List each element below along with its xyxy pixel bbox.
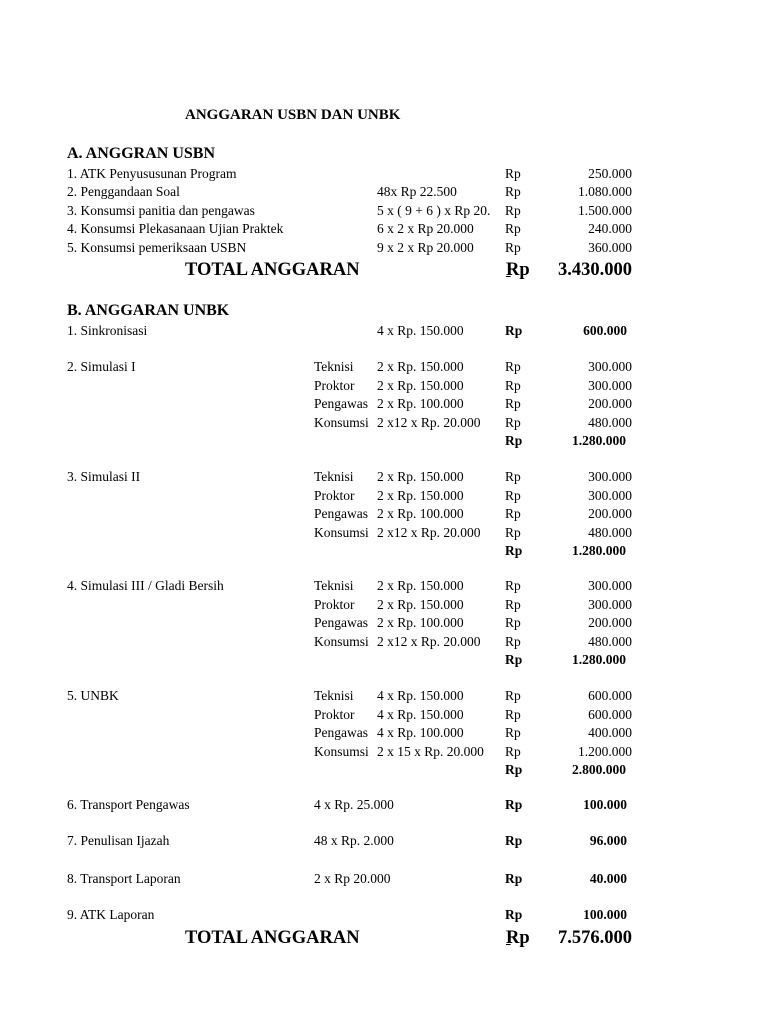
usbn-item-label: 3. Konsumsi panitia dan pengawas (67, 203, 255, 218)
unbk-line-amount: 480.000 (588, 524, 632, 540)
unbk-line-currency: Rp (505, 506, 521, 521)
usbn-item-label: 5. Konsumsi pemeriksaan USBN (67, 240, 247, 255)
usbn-item-currency: Rp (505, 184, 521, 199)
unbk-line-amount: 300.000 (588, 596, 632, 612)
unbk-subtotal-amount: 1.280.000 (572, 433, 626, 448)
unbk-subtotal-currency: Rp (505, 433, 523, 448)
usbn-item-label: 4. Konsumsi Plekasanaan Ujian Praktek (67, 221, 284, 236)
unbk-line-role: Proktor (314, 706, 355, 722)
usbn-item-calculation: 9 x 2 x Rp 20.000 (377, 240, 474, 255)
unbk-item-calculation: 4 x Rp. 150.000 (377, 323, 464, 338)
section-b-total-label: TOTAL ANGGARAN (185, 928, 360, 948)
unbk-group-label: 3. Simulasi II (67, 469, 141, 484)
unbk-item-currency: Rp (505, 833, 523, 848)
unbk-line-role: Pengawas (314, 506, 368, 521)
unbk-item-currency: Rp (505, 871, 523, 886)
unbk-line-calculation: 2 x Rp. 150.000 (377, 469, 464, 484)
unbk-line-amount: 600.000 (588, 706, 632, 722)
unbk-line-calculation: 4 x Rp. 150.000 (377, 688, 464, 703)
unbk-line-amount: 480.000 (588, 633, 632, 649)
document-title: ANGGARAN USBN DAN UNBK (185, 107, 401, 123)
unbk-line-currency: Rp (505, 524, 521, 540)
unbk-line-role: Konsumsi (314, 743, 369, 759)
unbk-line-amount: 300.000 (588, 377, 632, 393)
unbk-item-amount: 96.000 (589, 833, 627, 848)
unbk-line-currency: Rp (505, 359, 521, 374)
unbk-line-calculation: 2 x Rp. 150.000 (377, 578, 464, 593)
unbk-subtotal-amount: 1.280.000 (572, 652, 626, 667)
unbk-line-amount: 200.000 (588, 615, 632, 630)
unbk-line-role: Teknisi (314, 359, 354, 374)
unbk-group-label: 2. Simulasi I (67, 359, 136, 374)
unbk-item-calculation: 2 x Rp 20.000 (314, 871, 391, 886)
unbk-group-label: 5. UNBK (67, 688, 119, 703)
section-a-total-label: TOTAL ANGGARAN (185, 260, 360, 280)
unbk-line-calculation: 2 x12 x Rp. 20.000 (377, 524, 481, 540)
unbk-line-role: Proktor (314, 596, 355, 612)
section-b-total-amount: 7.576.000 (558, 928, 632, 948)
unbk-line-calculation: 2 x 15 x Rp. 20.000 (377, 743, 484, 759)
usbn-item-currency: Rp (505, 203, 521, 218)
unbk-line-currency: Rp (505, 396, 521, 411)
unbk-line-role: Pengawas (314, 615, 368, 630)
unbk-item-amount: 100.000 (583, 797, 627, 812)
section-a-total-currency: Rp (506, 260, 530, 280)
usbn-item-amount: 1.080.000 (578, 184, 632, 199)
unbk-subtotal-amount: 1.280.000 (572, 543, 626, 558)
unbk-line-calculation: 2 x Rp. 150.000 (377, 377, 464, 393)
unbk-line-currency: Rp (505, 487, 521, 503)
unbk-line-currency: Rp (505, 743, 521, 759)
unbk-line-calculation: 2 x Rp. 150.000 (377, 487, 464, 503)
unbk-item-calculation: 48 x Rp. 2.000 (314, 833, 394, 848)
unbk-item-label: 1. Sinkronisasi (67, 323, 148, 338)
unbk-item-currency: Rp (505, 907, 523, 922)
unbk-line-currency: Rp (505, 469, 521, 484)
usbn-item-amount: 1.500.000 (578, 203, 632, 218)
unbk-item-calculation: 4 x Rp. 25.000 (314, 797, 394, 812)
unbk-item-currency: Rp (505, 797, 523, 812)
unbk-line-currency: Rp (505, 725, 521, 740)
unbk-line-currency: Rp (505, 688, 521, 703)
unbk-line-calculation: 2 x Rp. 150.000 (377, 359, 464, 374)
usbn-item-calculation: 5 x ( 9 + 6 ) x Rp 20. (377, 203, 491, 218)
unbk-line-currency: Rp (505, 633, 521, 649)
unbk-line-amount: 300.000 (588, 469, 632, 484)
section-b-total-underline (506, 927, 632, 949)
usbn-item-currency: Rp (505, 166, 521, 181)
unbk-line-amount: 200.000 (588, 396, 632, 411)
unbk-line-amount: 300.000 (588, 578, 632, 593)
unbk-subtotal-amount: 2.800.000 (572, 762, 626, 777)
unbk-line-calculation: 4 x Rp. 150.000 (377, 706, 464, 722)
usbn-item-amount: 360.000 (588, 240, 632, 255)
usbn-item-label: 1. ATK Penyususunan Program (67, 166, 237, 181)
unbk-line-role: Pengawas (314, 396, 368, 411)
unbk-item-amount: 600.000 (583, 323, 627, 338)
section-b-total-currency: Rp (506, 928, 530, 948)
unbk-item-label: 7. Penulisan Ijazah (67, 833, 170, 848)
usbn-item-calculation: 6 x 2 x Rp 20.000 (377, 221, 474, 236)
unbk-line-calculation: 2 x Rp. 100.000 (377, 396, 464, 411)
unbk-line-role: Konsumsi (314, 524, 369, 540)
section-a-total-underline (506, 259, 632, 281)
unbk-line-currency: Rp (505, 578, 521, 593)
unbk-line-amount: 1.200.000 (578, 743, 632, 759)
unbk-line-calculation: 4 x Rp. 100.000 (377, 725, 464, 740)
unbk-line-currency: Rp (505, 615, 521, 630)
unbk-line-role: Teknisi (314, 688, 354, 703)
usbn-item-currency: Rp (505, 221, 521, 236)
unbk-line-role: Konsumsi (314, 633, 369, 649)
usbn-item-amount: 240.000 (588, 221, 632, 236)
unbk-item-label: 6. Transport Pengawas (67, 797, 190, 812)
unbk-group-label: 4. Simulasi III / Gladi Bersih (67, 578, 224, 593)
unbk-item-currency: Rp (505, 323, 523, 338)
unbk-line-currency: Rp (505, 706, 521, 722)
unbk-item-label: 8. Transport Laporan (67, 871, 181, 886)
unbk-line-role: Teknisi (314, 578, 354, 593)
unbk-line-role: Pengawas (314, 725, 368, 740)
unbk-item-amount: 100.000 (583, 907, 627, 922)
unbk-line-amount: 200.000 (588, 506, 632, 521)
unbk-line-calculation: 2 x Rp. 150.000 (377, 596, 464, 612)
unbk-line-role: Proktor (314, 377, 355, 393)
usbn-item-currency: Rp (505, 240, 521, 255)
unbk-line-role: Proktor (314, 487, 355, 503)
section-a-total-amount: 3.430.000 (558, 260, 632, 280)
unbk-line-calculation: 2 x Rp. 100.000 (377, 506, 464, 521)
section-b-heading: B. ANGGARAN UNBK (67, 302, 230, 319)
unbk-item-label: 9. ATK Laporan (67, 907, 155, 922)
usbn-item-calculation: 48x Rp 22.500 (377, 184, 457, 199)
unbk-line-calculation: 2 x12 x Rp. 20.000 (377, 633, 481, 649)
usbn-item-amount: 250.000 (588, 166, 632, 181)
unbk-item-amount: 40.000 (589, 871, 627, 886)
unbk-line-calculation: 2 x12 x Rp. 20.000 (377, 414, 481, 430)
unbk-subtotal-currency: Rp (505, 652, 523, 667)
unbk-line-amount: 480.000 (588, 414, 632, 430)
unbk-line-currency: Rp (505, 377, 521, 393)
unbk-line-calculation: 2 x Rp. 100.000 (377, 615, 464, 630)
unbk-subtotal-currency: Rp (505, 543, 523, 558)
unbk-subtotal-currency: Rp (505, 762, 523, 777)
unbk-line-amount: 300.000 (588, 359, 632, 374)
unbk-line-amount: 400.000 (588, 725, 632, 740)
unbk-line-currency: Rp (505, 414, 521, 430)
unbk-line-amount: 300.000 (588, 487, 632, 503)
unbk-line-amount: 600.000 (588, 688, 632, 703)
unbk-line-role: Teknisi (314, 469, 354, 484)
usbn-item-label: 2. Penggandaan Soal (67, 184, 180, 199)
section-a-heading: A. ANGGRAN USBN (67, 145, 216, 162)
unbk-line-role: Konsumsi (314, 414, 369, 430)
unbk-line-currency: Rp (505, 596, 521, 612)
